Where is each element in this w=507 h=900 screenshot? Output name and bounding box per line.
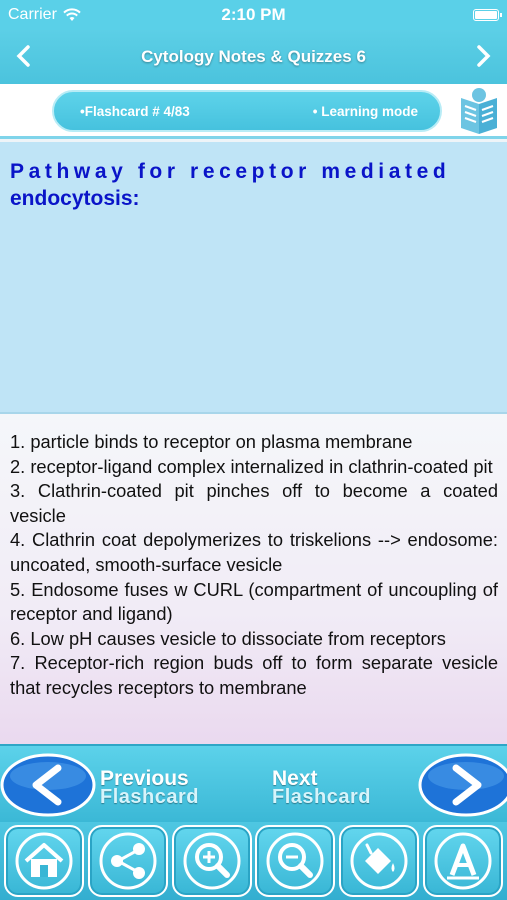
background-color-button[interactable]: [339, 825, 419, 897]
next-flashcard-button[interactable]: [258, 752, 504, 818]
arrow-left-icon: [0, 752, 100, 818]
zoom-out-icon: [265, 831, 325, 891]
zoom-out-button[interactable]: [255, 825, 335, 897]
arrow-right-icon: [414, 752, 507, 818]
carrier-label: Carrier: [8, 6, 57, 23]
flashcard-info-pill: [52, 90, 442, 132]
question-panel: [0, 142, 507, 412]
answer-line: 6. Low pH causes vesicle to dissociate from receptors: [10, 627, 446, 649]
info-strip: [0, 84, 507, 139]
wifi-icon: [63, 8, 81, 22]
previous-label: [100, 767, 199, 808]
font-icon: [433, 831, 493, 891]
previous-subtitle: Flashcard: [100, 786, 199, 808]
home-icon: [14, 831, 74, 891]
question-line: endocytosis:: [10, 187, 140, 210]
question-line: Pathway for receptor mediated: [10, 160, 451, 183]
next-title: Next: [272, 767, 318, 790]
answer-line: 4. Clathrin coat depolymerizes to triskelions --> endosome: uncoated, smooth-surface vesicle: [10, 529, 498, 575]
zoom-in-icon: [182, 831, 242, 891]
question-text: [10, 158, 500, 212]
page-title: Cytology Notes & Quizzes 6: [141, 47, 366, 66]
mode-indicator[interactable]: • Learning mode: [312, 103, 418, 119]
answer-text: [10, 430, 498, 701]
chevron-left-icon[interactable]: [6, 38, 42, 74]
previous-title: Previous: [100, 767, 189, 790]
font-button[interactable]: [423, 825, 503, 897]
nav-bar: [0, 30, 507, 84]
carrier-info: [8, 6, 81, 24]
flashcard-navigation: [0, 744, 507, 822]
answer-line: 1. particle binds to receptor on plasma membrane: [10, 431, 413, 452]
reader-icon[interactable]: [455, 86, 503, 136]
clock: 2:10 PM: [221, 5, 286, 24]
answer-line: 5. Endosome fuses w CURL (compartment of uncoupling of receptor and ligand): [10, 578, 498, 625]
paint-bucket-icon: [349, 831, 409, 891]
home-button[interactable]: [4, 825, 84, 897]
share-button[interactable]: [88, 825, 168, 897]
status-bar: [0, 0, 507, 30]
flashcard-counter: •Flashcard # 4/83: [80, 103, 190, 119]
share-icon: [98, 831, 158, 891]
battery-icon: [473, 9, 499, 21]
next-label: [272, 767, 371, 808]
answer-line: 7. Receptor-rich region buds off to form separate vesicle that recycles receptors to membrane: [10, 652, 498, 698]
chevron-right-icon[interactable]: [465, 38, 501, 74]
answer-panel[interactable]: [0, 412, 507, 744]
bottom-toolbar: [0, 822, 507, 900]
next-subtitle: Flashcard: [272, 786, 371, 808]
zoom-in-button[interactable]: [172, 825, 252, 897]
answer-line: 3. Clathrin-coated pit pinches off to become a coated vesicle: [10, 480, 498, 526]
previous-flashcard-button[interactable]: [0, 752, 246, 818]
answer-line: 2. receptor-ligand complex internalized in clathrin-coated pit: [10, 455, 493, 477]
